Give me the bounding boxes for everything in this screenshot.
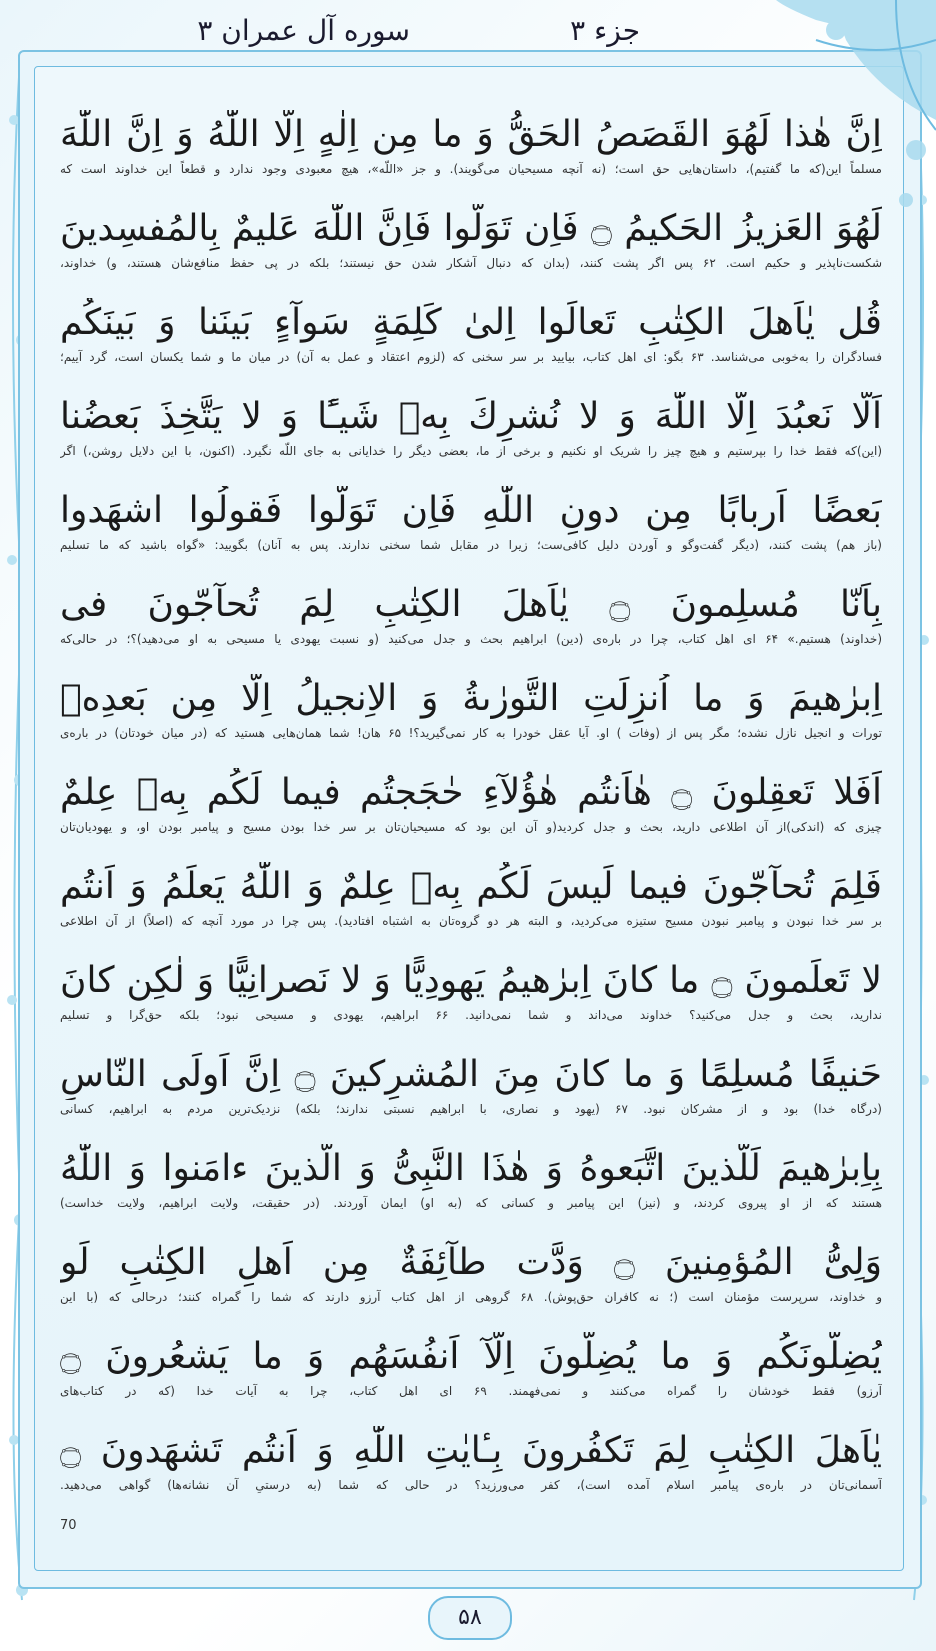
translation-text: بر سر خدا نبودن و پیامبر نبودن مسیح ستیزه می‌کردید، و البته هر دو گروه‌تان به اشتباه افتادید). پس چرا در مورد آنچه که (اصلاً) از آن اطلاعی — [60, 914, 882, 928]
translation-text: چیزی که (اندکی)از آن اطلاعی دارید، بحث و جدل کردید(و آن این بود که مسیحیان‌تان بر سر خدا بودن مسیح و پیامبر بودن او، و یهودیان‌تان — [60, 820, 882, 834]
translation-text: تورات و انجیل نازل نشده؛ مگر پس از (وفات ) او. آیا عقل خودرا به کار نمی‌گیرید؟! ۶۵ هان! شما همان‌هایی هستید که (در میان خودتان) در باره‌ی — [60, 726, 882, 740]
juz-label: جزء ۳ — [570, 14, 640, 47]
surah-label: سوره آل عمران ۳ — [197, 14, 410, 47]
footer-verse-number: 70 — [60, 1518, 77, 1533]
verse-line — [60, 862, 882, 930]
verse-line — [60, 486, 882, 554]
arabic-text: اَلّا نَعبُدَ اِلَّا اللّٰهَ وَ لا نُشرِكَ بِهٖ شَيـًٔا وَ لا يَتَّخِذَ بَعضُنا — [60, 396, 882, 437]
arabic-text: يُضِلّونَكُم وَ ما يُضِلّونَ اِلّآ اَنفُسَهُم وَ ما يَشعُرونَ ۝ — [60, 1336, 882, 1377]
arabic-text: بِاَنّا مُسلِمونَ ۝ يٰاَهلَ الكِتٰبِ لِمَ تُحآجّونَ فى — [60, 584, 882, 625]
translation-text: و خداوند، سرپرست مؤمنان است (؛ نه کافران حق‌پوش). ۶۸ گروهی از اهل کتاب آرزو دارند که شما را گمراه کنند؛ درحالی که (با این — [60, 1290, 882, 1304]
arabic-text: اِبرٰهيمَ وَ ما اُنزِلَتِ التَّورٰىةُ وَ الاِنجيلُ اِلّا مِن بَعدِهٖ — [60, 678, 882, 719]
verse-line — [60, 204, 882, 272]
arabic-text: حَنيفًا مُسلِمًا وَ ما كانَ مِنَ المُشرِكينَ ۝ اِنَّ اَولَى النّاسِ — [60, 1054, 882, 1095]
verse-line — [60, 298, 882, 366]
verse-line — [60, 1332, 882, 1400]
arabic-text: فَلِمَ تُحآجّونَ فيما لَيسَ لَكُم بِهٖ عِلمٌ وَ اللّٰهُ يَعلَمُ وَ اَنتُم — [60, 866, 882, 907]
translation-text: مسلماً این(که ما گفتیم)، داستان‌هایی حق است؛ (نه آنچه مسیحیان می‌گویند). و جز «اللّه»، هیچ معبودی وجود ندارد و قطعاً این خداوند است که — [60, 162, 882, 176]
quran-text-body — [60, 110, 882, 1550]
translation-text: فسادگران را به‌خوبی می‌شناسد. ۶۳ بگو: ای اهل کتاب، بیایید بر سر سخنی که (لزوم اعتقاد و عمل به آن) در میان ما و شما یکسان است، گرد آییم؛ — [60, 350, 882, 364]
verse-line — [60, 1238, 882, 1306]
arabic-text: قُل يٰاَهلَ الكِتٰبِ تَعالَوا اِلىٰ كَلِمَةٍ سَوآءٍ بَينَنا وَ بَينَكُم — [60, 302, 882, 343]
arabic-text: اِنَّ هٰذا لَهُوَ القَصَصُ الحَقُّ وَ ما مِن اِلٰهٍ اِلَّا اللّٰهُ وَ اِنَّ اللّٰهَ — [60, 114, 882, 155]
translation-text: ندارید، بحث و جدل می‌کنید؟ خداوند می‌داند و شما نمی‌دانید. ۶۶ ابراهیم، یهودی و مسیحی نبود؛ بلکه حق‌گرا و تسلیم — [60, 1008, 882, 1022]
arabic-text: يٰاَهلَ الكِتٰبِ لِمَ تَكفُرونَ بِـٔايٰتِ اللّٰهِ وَ اَنتُم تَشهَدونَ ۝ — [60, 1430, 882, 1471]
arabic-text: لَهُوَ العَزيزُ الحَكيمُ ۝ فَاِن تَوَلَّوا فَاِنَّ اللّٰهَ عَليمٌ بِالمُفسِدينَ — [60, 208, 882, 249]
verse-line — [60, 110, 882, 178]
verse-line — [60, 674, 882, 742]
translation-text: آسمانی‌تان در باره‌ی پیامبر اسلام آمده است)، کفر می‌ورزید؟ در حالی که شما (به درستیِ آن نشانه‌ها) گواهی می‌دهید. — [60, 1478, 882, 1492]
translation-text: آرزو) فقط خودشان را گمراه می‌کنند و نمی‌فهمند. ۶۹ ای اهل کتاب، چرا به آیات خدا (که در کتاب‌های — [60, 1384, 882, 1398]
page-number-badge: ۵۸ — [428, 1596, 512, 1640]
translation-text: (باز هم) پشت کنند، (دیگر گفت‌وگو و آوردن دلیل کافی‌ست؛ زیرا در مقابل شما سخنی ندارند. پس به آنان) بگویید: «گواه باشید که ما تسلیم — [60, 538, 882, 552]
arabic-text: بِاِبرٰهيمَ لَلَّذينَ اتَّبَعوهُ وَ هٰذَا النَّبِىُّ وَ الَّذينَ ءامَنوا وَ اللّٰهُ — [60, 1148, 882, 1189]
arabic-text: اَفَلا تَعقِلونَ ۝ هٰاَنتُم هٰؤُلآءِ حٰجَجتُم فيما لَكُم بِهٖ عِلمٌ — [60, 772, 882, 813]
arabic-text: بَعضًا اَربابًا مِن دونِ اللّٰهِ فَاِن تَوَلَّوا فَقولُوا اشهَدوا — [60, 490, 882, 531]
arabic-text: لا تَعلَمونَ ۝ ما كانَ اِبرٰهيمُ يَهودِيًّا وَ لا نَصرانِيًّا وَ لٰكِن كانَ — [60, 960, 882, 1001]
verse-line — [60, 580, 882, 648]
page-header — [120, 14, 640, 50]
translation-text: (این)که فقط خدا را بپرستیم و هیچ چیز را شریک او نکنیم و برخی از ما، بعضی دیگر را خدایانی به جای اللّه نگیرد. (اکنون، با این دلایل روشن،) اگر — [60, 444, 882, 458]
translation-text: (خداوند) هستیم.» ۶۴ ای اهل کتاب، چرا در باره‌ی (دین) ابراهیم بحث و جدل می‌کنید (و نسبت یهودی یا مسیحی به او می‌دهید)؟؛ در حالی‌که — [60, 632, 882, 646]
verse-line — [60, 1144, 882, 1212]
arabic-text: وَلِىُّ المُؤمِنينَ ۝ وَدَّت طآئِفَةٌ مِن اَهلِ الكِتٰبِ لَو — [60, 1242, 882, 1283]
verse-line — [60, 392, 882, 460]
translation-text: هستند که از او پیروی کردند، و (نیز) این پیامبر و کسانی که (به او) ایمان آوردند. (در حقیقت، ولایت ابراهیم، ولایت خداست) — [60, 1196, 882, 1210]
verse-line — [60, 768, 882, 836]
translation-text: (درگاه خدا) بود و از مشرکان نبود. ۶۷ (یهود و نصاری، با ابراهیم نسبتی ندارند؛ بلکه) نزدیک‌ترین مردم به ابراهیم، کسانی — [60, 1102, 882, 1116]
verse-line — [60, 1426, 882, 1494]
verse-line — [60, 1050, 882, 1118]
translation-text: شکست‌ناپذیر و حکیم است. ۶۲ پس اگر پشت کنند، (بدان که دنبال آشکار شدن حق نیستند؛ بلکه در پی حفظ منافع‌شان هستند، و) خداوند، — [60, 256, 882, 270]
verse-line — [60, 956, 882, 1024]
